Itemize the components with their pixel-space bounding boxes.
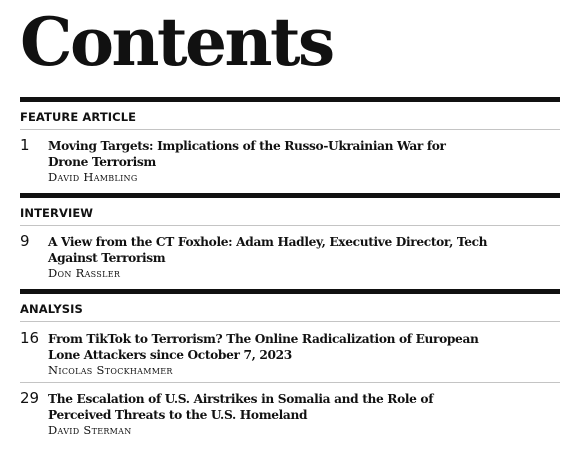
entry-title[interactable]: A View from the CT Foxhole: Adam Hadley, Executive Director, Tech Against Terrorism — [48, 235, 488, 265]
entry-page-number: 16 — [20, 329, 40, 347]
entry-author: David Hambling — [48, 170, 138, 184]
page-title: Contents — [20, 3, 333, 81]
entry-author: Nicolas Stockhammer — [48, 363, 173, 377]
entry-author: David Sterman — [48, 423, 132, 437]
section-label-feature-article: FEATURE ARTICLE — [20, 110, 137, 124]
entry-page-number: 29 — [20, 389, 40, 407]
section-label-interview: INTERVIEW — [20, 206, 94, 220]
section-label-analysis: ANALYSIS — [20, 302, 83, 316]
entry-author: Don Rassler — [48, 266, 121, 280]
entry-title[interactable]: The Escalation of U.S. Airstrikes in Somalia and the Role of Perceived Threats to the U.S. Homeland — [48, 392, 434, 422]
entry-divider — [20, 382, 560, 383]
section-divider — [20, 129, 560, 130]
section-rule — [20, 193, 560, 198]
section-rule — [20, 289, 560, 294]
entry-page-number: 9 — [20, 232, 30, 250]
entry-page-number: 1 — [20, 136, 30, 154]
entry-title[interactable]: From TikTok to Terrorism? The Online Radicalization of European Lone Attackers since October 7, 2023 — [48, 332, 479, 362]
entry-title[interactable]: Moving Targets: Implications of the Russo-Ukrainian War for Drone Terrorism — [48, 139, 446, 169]
section-divider — [20, 321, 560, 322]
section-rule — [20, 97, 560, 102]
section-divider — [20, 225, 560, 226]
